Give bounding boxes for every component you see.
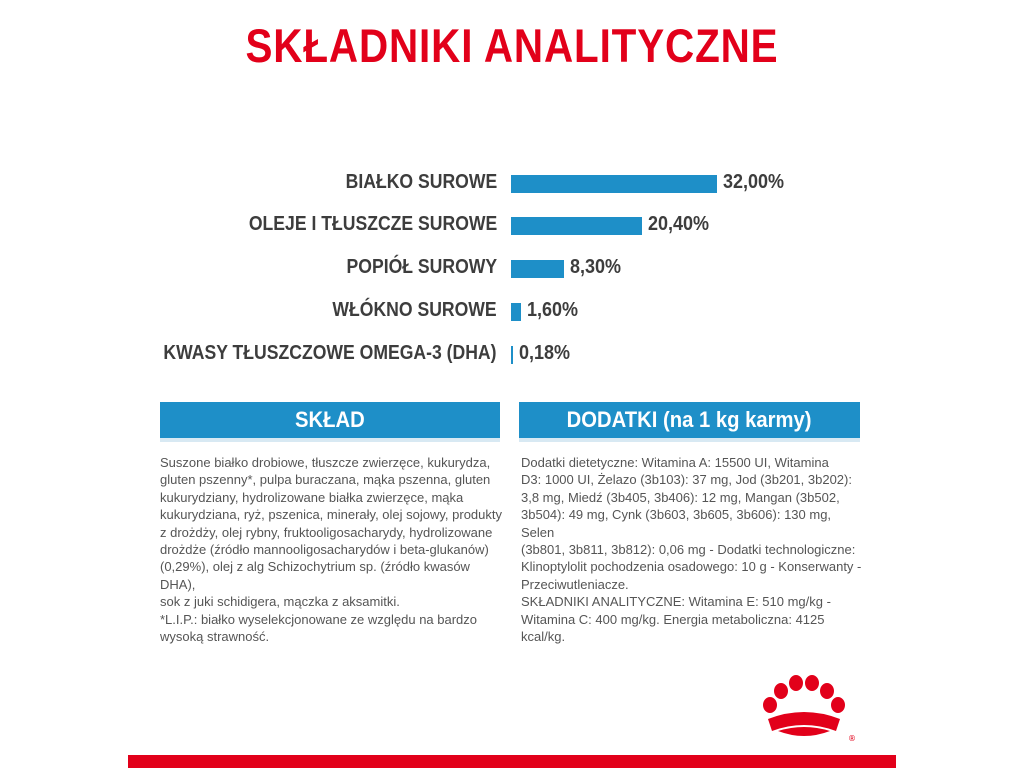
bar <box>511 217 642 235</box>
page-title: SKŁADNIKI ANALITYCZNE <box>245 19 779 72</box>
bar-value-label: 1,60% <box>527 299 579 321</box>
bar <box>511 303 521 321</box>
bar <box>511 260 564 278</box>
sklad-header-label: SKŁAD <box>295 407 365 432</box>
bar-label: POPIÓŁ SUROWY <box>346 256 497 278</box>
bar-label: KWASY TŁUSZCZOWE OMEGA-3 (DHA) <box>163 342 497 364</box>
dodatki-text: Dodatki dietetyczne: Witamina A: 15500 UI, Witamina D3: 1000 UI, Żelazo (3b103): 37 mg, Jod (3b201, 3b202): 3,8 mg, Miedź (3b405, 3b406): 12 mg, Mangan (3b502, 3b504): 49 mg, Cynk (3b603, 3b605, 3b606): 130 mg, Selen (3b801, 3b811, 3b812): 0,06 mg - Dodatki technologiczne: Klinoptylolit pochodzenia osadowego: 10 g - Konserwanty - Przeciwutleniacze. SKŁADNIKI ANALITYCZNE: Witamina E: 510 mg/kg - Witamina C: 400 mg/kg. Energia metaboliczna: 4125 kcal/kg. <box>521 455 862 645</box>
bar-value-label: 32,00% <box>723 171 785 193</box>
bar-label: WŁÓKNO SUROWE <box>332 299 497 321</box>
sklad-text: Suszone białko drobiowe, tłuszcze zwierzęce, kukurydza, gluten pszenny*, pulpa buraczana, mąka pszenna, gluten kukurydziany, hydrolizowane białka zwierzęce, mąka kukurydziana, ryż, pszenica, minerały, olej sojowy, produkty z drożdży, olej rybny, fruktooligosacharydy, hydrolizowane drożdże (źródło mannooligosacharydów i beta-glukanów) (0,29%), olej z alg Schizochytrium sp. (źródło kwasów DHA), sok z juki schidigera, mączka z aksamitki. *L.I.P.: białko wyselekcjonowane ze względu na bardzo wysoką strawność. <box>160 455 502 645</box>
bar <box>511 175 717 193</box>
bar-label: OLEJE I TŁUSZCZE SUROWE <box>248 213 497 235</box>
bar-value-label: 8,30% <box>570 256 622 278</box>
bar <box>511 346 513 364</box>
svg-text:®: ® <box>848 734 856 743</box>
royal-canin-crown-icon <box>758 675 858 745</box>
bar-value-label: 20,40% <box>648 213 710 235</box>
bar-value-label: 0,18% <box>519 342 571 364</box>
dodatki-header <box>519 402 860 438</box>
bar-label: BIAŁKO SUROWE <box>345 171 497 193</box>
sklad-header <box>160 402 500 438</box>
dodatki-header-label: DODATKI (na 1 kg karmy) <box>567 407 812 432</box>
bottom-red-bar <box>128 755 896 768</box>
